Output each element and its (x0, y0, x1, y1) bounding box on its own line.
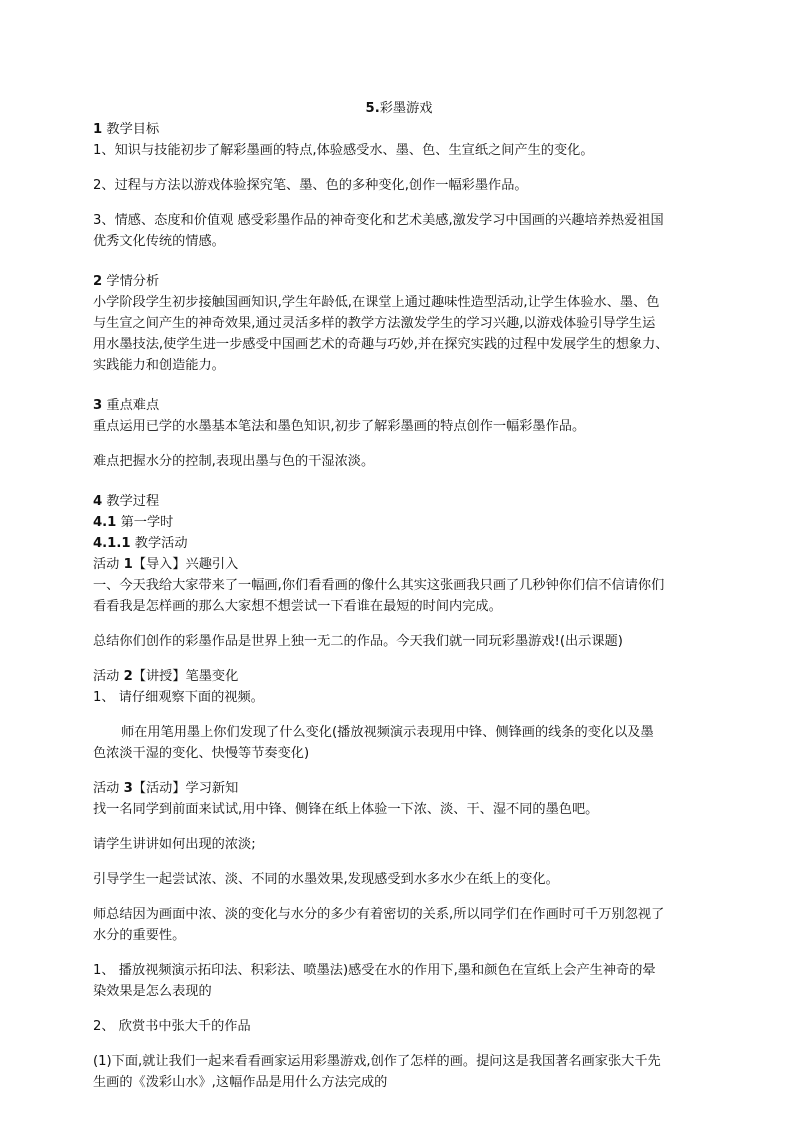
subsection-heading-text: 第一学时 (116, 515, 174, 530)
section-number: 1 (93, 122, 103, 137)
subsection-number: 4.1.1 (93, 536, 131, 551)
activity-1-heading (93, 554, 705, 575)
activity-3-p3: 引导学生一起尝试浓、淡、不同的水墨效果,发现感受到水多水少在纸上的变化。 (93, 872, 559, 887)
subsection-heading-text: 教学活动 (130, 536, 188, 551)
analysis-line2: 与生宣之间产生的神奇效果,通过灵活多样的教学方法激发学生的学习兴趣,以游戏体验引导学生运 (93, 316, 656, 331)
subsection-number: 4.1 (93, 515, 117, 530)
section-heading-analysis (93, 271, 705, 292)
section-heading-objectives (93, 119, 705, 140)
section-number: 2 (93, 274, 103, 289)
activity-3-p1: 找一名同学到前面来试试,用中锋、侧锋在纸上体验一下浓、淡、干、湿不同的墨色吧。 (93, 802, 599, 817)
subsection-heading-period1 (93, 512, 705, 533)
activity-1-summary: 总结你们创作的彩墨作品是世界上独一无二的作品。今天我们就一同玩彩墨游戏!(出示课题) (93, 634, 623, 649)
activity-3-p7-line1: (1)下面,就让我们一起来看看画家运用彩墨游戏,创作了怎样的画。提问这是我国著名画家张大千先 (93, 1054, 661, 1069)
keypoint-focus: 重点运用已学的水墨基本笔法和墨色知识,初步了解彩墨画的特点创作一幅彩墨作品。 (93, 419, 586, 434)
activity-1-line1: 一、今天我给大家带来了一幅画,你们看看画的像什么其实这张画我只画了几秒钟你们信不信请你们 (93, 578, 665, 593)
activity-title: 【活动】学习新知 (132, 781, 239, 796)
objective-knowledge: 1、知识与技能初步了解彩墨画的特点,体验感受水、墨、色、生宣纸之间产生的变化。 (93, 143, 594, 158)
activity-3-p2: 请学生讲讲如何出现的浓淡; (93, 837, 256, 852)
section-heading-process (93, 491, 705, 512)
activity-3-p4-line2: 水分的重要性。 (93, 928, 186, 943)
activity-1-line2: 看看我是怎样画的那么大家想不想尝试一下看谁在最短的时间内完成。 (93, 599, 502, 614)
activity-prefix: 活动 (93, 669, 124, 684)
section-heading-text: 重点难点 (102, 398, 160, 413)
activity-3-p5-line1: 1、 播放视频演示拓印法、积彩法、喷墨法)感受在水的作用下,墨和颜色在宣纸上会产生神奇的晕 (93, 963, 656, 978)
keypoint-difficulty: 难点把握水分的控制,表现出墨与色的干湿浓淡。 (93, 454, 375, 469)
section-number: 4 (93, 494, 103, 509)
section-heading-text: 教学目标 (102, 122, 160, 137)
objective-emotion-line1: 3、情感、态度和价值观 感受彩墨作品的神奇变化和艺术美感,激发学习中国画的兴趣培养热爱祖国 (93, 213, 664, 228)
objective-emotion-line2: 优秀文化传统的情感。 (93, 234, 225, 249)
title-text: 彩墨游戏 (379, 101, 433, 116)
activity-title: 【讲授】笔墨变化 (132, 669, 239, 684)
activity-3-p7-line2: 生画的《泼彩山水》,这幅作品是用什么方法完成的 (93, 1075, 388, 1090)
activity-2-line2: 色浓淡干湿的变化、快慢等节奏变化) (93, 746, 310, 761)
analysis-line4: 实践能力和创造能力。 (93, 358, 225, 373)
subsection-heading-activities (93, 533, 705, 554)
title-number: 5. (365, 101, 380, 116)
activity-number: 2 (123, 669, 133, 684)
section-heading-text: 学情分析 (102, 274, 160, 289)
document-body (93, 98, 705, 1093)
objective-process: 2、过程与方法以游戏体验探究笔、墨、色的多种变化,创作一幅彩墨作品。 (93, 178, 528, 193)
activity-number: 3 (123, 781, 133, 796)
activity-number: 1 (123, 557, 133, 572)
section-heading-text: 教学过程 (102, 494, 160, 509)
activity-prefix: 活动 (93, 557, 124, 572)
analysis-line1: 小学阶段学生初步接触国画知识,学生年龄低,在课堂上通过趣味性造型活动,让学生体验水、墨、色 (93, 295, 660, 310)
activity-3-heading (93, 778, 705, 799)
page-title (93, 98, 705, 119)
activity-2-line1: 师在用笔用墨上你们发现了什么变化(播放视频演示表现用中锋、侧锋画的线条的变化以及墨 (121, 725, 654, 740)
activity-2-heading (93, 666, 705, 687)
activity-title: 【导入】兴趣引入 (132, 557, 239, 572)
section-number: 3 (93, 398, 103, 413)
analysis-line3: 用水墨技法,使学生进一步感受中国画艺术的奇趣与巧妙,并在探究实践的过程中发展学生的想象力、 (93, 337, 669, 352)
activity-prefix: 活动 (93, 781, 124, 796)
activity-3-p4-line1: 师总结因为画面中浓、淡的变化与水分的多少有着密切的关系,所以同学们在作画时可千万别忽视了 (93, 907, 665, 922)
activity-3-p5-line2: 染效果是怎么表现的 (93, 984, 212, 999)
activity-2-item1: 1、 请仔细观察下面的视频。 (93, 690, 264, 705)
activity-3-p6: 2、 欣赏书中张大千的作品 (93, 1019, 251, 1034)
section-heading-keypoints (93, 395, 705, 416)
